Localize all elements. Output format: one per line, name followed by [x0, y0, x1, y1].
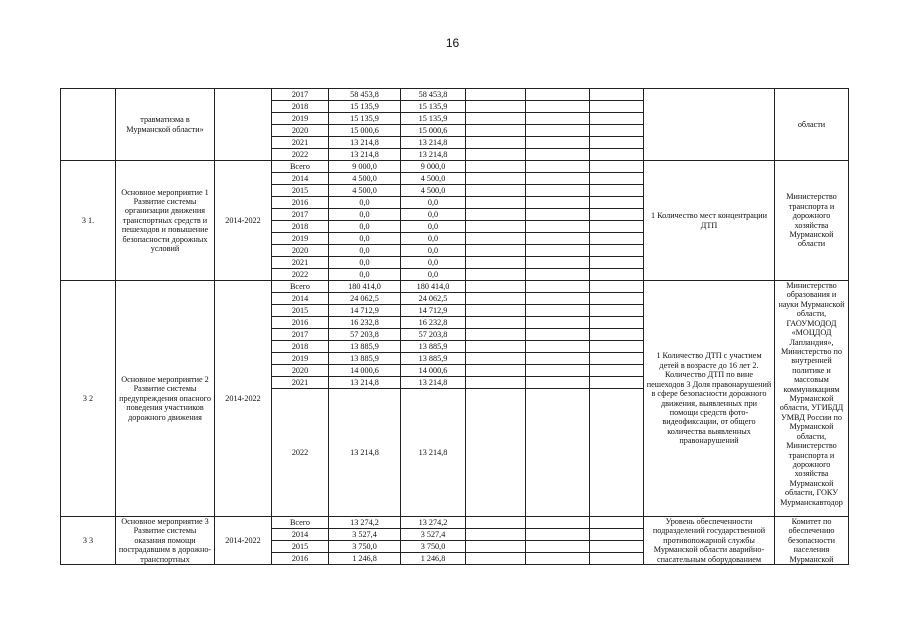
total-value: 13 214,8	[329, 137, 401, 149]
table-row	[61, 161, 849, 173]
total-value: 0,0	[329, 209, 401, 221]
empty-cell	[590, 517, 644, 529]
year-cell: 2018	[272, 221, 329, 233]
budget-value: 3 527,4	[401, 529, 466, 541]
total-value: 0,0	[329, 245, 401, 257]
empty-cell	[590, 173, 644, 185]
empty-cell	[526, 517, 590, 529]
empty-cell	[466, 101, 526, 113]
year-cell: 2020	[272, 365, 329, 377]
empty-cell	[526, 257, 590, 269]
period: 2014-2022	[215, 281, 272, 517]
budget-value: 0,0	[401, 269, 466, 281]
empty-cell	[590, 269, 644, 281]
empty-cell	[466, 113, 526, 125]
empty-cell	[526, 541, 590, 553]
empty-cell	[590, 281, 644, 293]
empty-cell	[466, 541, 526, 553]
budget-value: 14 712,9	[401, 305, 466, 317]
empty-cell	[590, 161, 644, 173]
executor: Министерство транспорта и дорожного хозяйства Мурманской области	[775, 161, 849, 281]
empty-cell	[590, 233, 644, 245]
year-cell: 2019	[272, 113, 329, 125]
measure-name: Основное мероприятие 3 Развитие системы оказания помощи пострадавшим в дорожно-транспортных	[116, 517, 215, 565]
year-cell: 2019	[272, 233, 329, 245]
executor: области	[775, 89, 849, 161]
empty-cell	[590, 125, 644, 137]
empty-cell	[526, 341, 590, 353]
total-value: 14 000,6	[329, 365, 401, 377]
empty-cell	[590, 197, 644, 209]
empty-cell	[466, 365, 526, 377]
empty-cell	[466, 389, 526, 517]
empty-cell	[526, 353, 590, 365]
total-value: 0,0	[329, 257, 401, 269]
empty-cell	[526, 209, 590, 221]
empty-cell	[526, 173, 590, 185]
budget-value: 180 414,0	[401, 281, 466, 293]
empty-cell	[526, 389, 590, 517]
total-value: 14 712,9	[329, 305, 401, 317]
empty-cell	[526, 149, 590, 161]
empty-cell	[590, 305, 644, 317]
table-body	[61, 89, 849, 565]
row-number: 3 3	[61, 517, 116, 565]
empty-cell	[526, 221, 590, 233]
empty-cell	[466, 317, 526, 329]
empty-cell	[590, 89, 644, 101]
empty-cell	[590, 329, 644, 341]
total-value: 9 000,0	[329, 161, 401, 173]
empty-cell	[526, 377, 590, 389]
total-value: 57 203,8	[329, 329, 401, 341]
empty-cell	[526, 101, 590, 113]
empty-cell	[466, 125, 526, 137]
row-number: 3 1.	[61, 161, 116, 281]
budget-value: 0,0	[401, 245, 466, 257]
empty-cell	[526, 329, 590, 341]
measure-name: Основное мероприятие 2 Развитие системы предупреждения опасного поведения участников дорожного движения	[116, 281, 215, 517]
empty-cell	[590, 149, 644, 161]
total-value: 13 214,8	[329, 149, 401, 161]
page-number: 16	[445, 36, 460, 50]
budget-value: 13 214,8	[401, 377, 466, 389]
executor: Министерство образования и науки Мурманской области, ГАОУМОДОД «МОЦДОД Лапландия», Министерство по внутренней политике и массовым коммуникациям Мурманской области, УГИБДД УМВД России по Мурманской области, Министерство транспорта и дорожного хозяйства Мурманской области, ГОКУ Мурманскавтодор	[775, 281, 849, 517]
empty-cell	[466, 281, 526, 293]
empty-cell	[590, 101, 644, 113]
empty-cell	[466, 517, 526, 529]
year-cell: 2022	[272, 149, 329, 161]
empty-cell	[526, 553, 590, 565]
empty-cell	[466, 137, 526, 149]
total-value: 180 414,0	[329, 281, 401, 293]
year-cell: 2015	[272, 305, 329, 317]
empty-cell	[466, 269, 526, 281]
year-cell: 2015	[272, 541, 329, 553]
empty-cell	[590, 553, 644, 565]
total-value: 13 274,2	[329, 517, 401, 529]
empty-cell	[466, 245, 526, 257]
year-cell: 2016	[272, 553, 329, 565]
empty-cell	[466, 293, 526, 305]
year-cell: 2022	[272, 389, 329, 517]
indicator: 1 Количество мест концентрации ДТП	[644, 161, 775, 281]
empty-cell	[466, 341, 526, 353]
measure-name: Основное мероприятие 1 Развитие системы организации движения транспортных средств и пешеходов и повышение безопасности дорожных условий	[116, 161, 215, 281]
empty-cell	[526, 113, 590, 125]
budget-value: 13 214,8	[401, 149, 466, 161]
empty-cell	[466, 529, 526, 541]
year-cell: 2014	[272, 529, 329, 541]
budget-value: 15 000,6	[401, 125, 466, 137]
budget-value: 0,0	[401, 197, 466, 209]
budget-value: 4 500,0	[401, 173, 466, 185]
year-cell: 2020	[272, 245, 329, 257]
budget-value: 24 062,5	[401, 293, 466, 305]
empty-cell	[590, 221, 644, 233]
budget-value: 0,0	[401, 233, 466, 245]
year-cell: Всего	[272, 161, 329, 173]
empty-cell	[526, 281, 590, 293]
year-cell: 2017	[272, 209, 329, 221]
budget-value: 58 453,8	[401, 89, 466, 101]
period: 2014-2022	[215, 517, 272, 565]
empty-cell	[466, 553, 526, 565]
empty-cell	[526, 89, 590, 101]
measure-name: травматизма в Мурманской области»	[116, 89, 215, 161]
empty-cell	[466, 185, 526, 197]
empty-cell	[466, 161, 526, 173]
empty-cell	[466, 197, 526, 209]
program-table	[60, 88, 849, 565]
total-value: 3 750,0	[329, 541, 401, 553]
empty-cell	[526, 293, 590, 305]
empty-cell	[590, 185, 644, 197]
table-row	[61, 517, 849, 529]
period: 2014-2022	[215, 161, 272, 281]
budget-value: 16 232,8	[401, 317, 466, 329]
empty-cell	[526, 197, 590, 209]
total-value: 0,0	[329, 233, 401, 245]
empty-cell	[590, 257, 644, 269]
indicator: 1 Количество ДТП с участием детей в возрасте до 16 лет 2. Количество ДТП по вине пешеходов 3 Доля правонарушений в сфере безопасности дорожного движения, выявленных при помощи средств фото-видеофиксации, от общего количества выявленных правонарушений	[644, 281, 775, 517]
indicator	[644, 89, 775, 161]
total-value: 0,0	[329, 197, 401, 209]
empty-cell	[526, 529, 590, 541]
empty-cell	[526, 305, 590, 317]
empty-cell	[526, 137, 590, 149]
empty-cell	[590, 137, 644, 149]
budget-value: 14 000,6	[401, 365, 466, 377]
year-cell: 2019	[272, 353, 329, 365]
year-cell: 2021	[272, 377, 329, 389]
year-cell: 2020	[272, 125, 329, 137]
empty-cell	[466, 329, 526, 341]
table-row	[61, 89, 849, 101]
period	[215, 89, 272, 161]
year-cell: 2017	[272, 329, 329, 341]
year-cell: 2022	[272, 269, 329, 281]
total-value: 0,0	[329, 269, 401, 281]
budget-value: 13 885,9	[401, 353, 466, 365]
total-value: 0,0	[329, 221, 401, 233]
empty-cell	[466, 89, 526, 101]
year-cell: 2018	[272, 101, 329, 113]
year-cell: 2014	[272, 173, 329, 185]
empty-cell	[466, 377, 526, 389]
empty-cell	[466, 353, 526, 365]
empty-cell	[526, 365, 590, 377]
empty-cell	[590, 341, 644, 353]
total-value: 1 246,8	[329, 553, 401, 565]
year-cell: Всего	[272, 281, 329, 293]
empty-cell	[466, 221, 526, 233]
budget-value: 0,0	[401, 209, 466, 221]
budget-value: 3 750,0	[401, 541, 466, 553]
total-value: 4 500,0	[329, 185, 401, 197]
year-cell: 2016	[272, 197, 329, 209]
empty-cell	[466, 209, 526, 221]
total-value: 13 214,8	[329, 389, 401, 517]
empty-cell	[590, 353, 644, 365]
empty-cell	[466, 233, 526, 245]
row-number: 3 2	[61, 281, 116, 517]
budget-value: 9 000,0	[401, 161, 466, 173]
empty-cell	[590, 209, 644, 221]
year-cell: 2021	[272, 137, 329, 149]
budget-value: 57 203,8	[401, 329, 466, 341]
total-value: 24 062,5	[329, 293, 401, 305]
total-value: 15 000,6	[329, 125, 401, 137]
total-value: 16 232,8	[329, 317, 401, 329]
year-cell: 2017	[272, 89, 329, 101]
table-row	[61, 281, 849, 293]
budget-value: 4 500,0	[401, 185, 466, 197]
total-value: 13 885,9	[329, 341, 401, 353]
empty-cell	[590, 365, 644, 377]
empty-cell	[590, 541, 644, 553]
empty-cell	[466, 257, 526, 269]
budget-value: 13 274,2	[401, 517, 466, 529]
empty-cell	[466, 305, 526, 317]
total-value: 58 453,8	[329, 89, 401, 101]
indicator: Уровень обеспеченности подразделений государственной противопожарной службы Мурманской области аварийно-спасательным оборудованием	[644, 517, 775, 565]
budget-value: 15 135,9	[401, 101, 466, 113]
year-cell: 2016	[272, 317, 329, 329]
empty-cell	[466, 173, 526, 185]
year-cell: 2018	[272, 341, 329, 353]
executor: Комитет по обеспечению безопасности населения Мурманской	[775, 517, 849, 565]
budget-value: 0,0	[401, 257, 466, 269]
year-cell: 2015	[272, 185, 329, 197]
total-value: 4 500,0	[329, 173, 401, 185]
empty-cell	[590, 529, 644, 541]
empty-cell	[590, 317, 644, 329]
budget-value: 13 214,8	[401, 137, 466, 149]
empty-cell	[466, 149, 526, 161]
budget-value: 15 135,9	[401, 113, 466, 125]
empty-cell	[526, 233, 590, 245]
year-cell: 2021	[272, 257, 329, 269]
empty-cell	[526, 245, 590, 257]
empty-cell	[590, 389, 644, 517]
empty-cell	[526, 161, 590, 173]
total-value: 3 527,4	[329, 529, 401, 541]
row-number	[61, 89, 116, 161]
total-value: 13 885,9	[329, 353, 401, 365]
empty-cell	[590, 113, 644, 125]
empty-cell	[590, 245, 644, 257]
year-cell: Всего	[272, 517, 329, 529]
budget-value: 13 885,9	[401, 341, 466, 353]
total-value: 15 135,9	[329, 101, 401, 113]
empty-cell	[590, 377, 644, 389]
empty-cell	[526, 185, 590, 197]
total-value: 15 135,9	[329, 113, 401, 125]
budget-value: 13 214,8	[401, 389, 466, 517]
year-cell: 2014	[272, 293, 329, 305]
budget-value: 0,0	[401, 221, 466, 233]
empty-cell	[590, 293, 644, 305]
empty-cell	[526, 269, 590, 281]
total-value: 13 214,8	[329, 377, 401, 389]
empty-cell	[526, 317, 590, 329]
empty-cell	[526, 125, 590, 137]
budget-value: 1 246,8	[401, 553, 466, 565]
